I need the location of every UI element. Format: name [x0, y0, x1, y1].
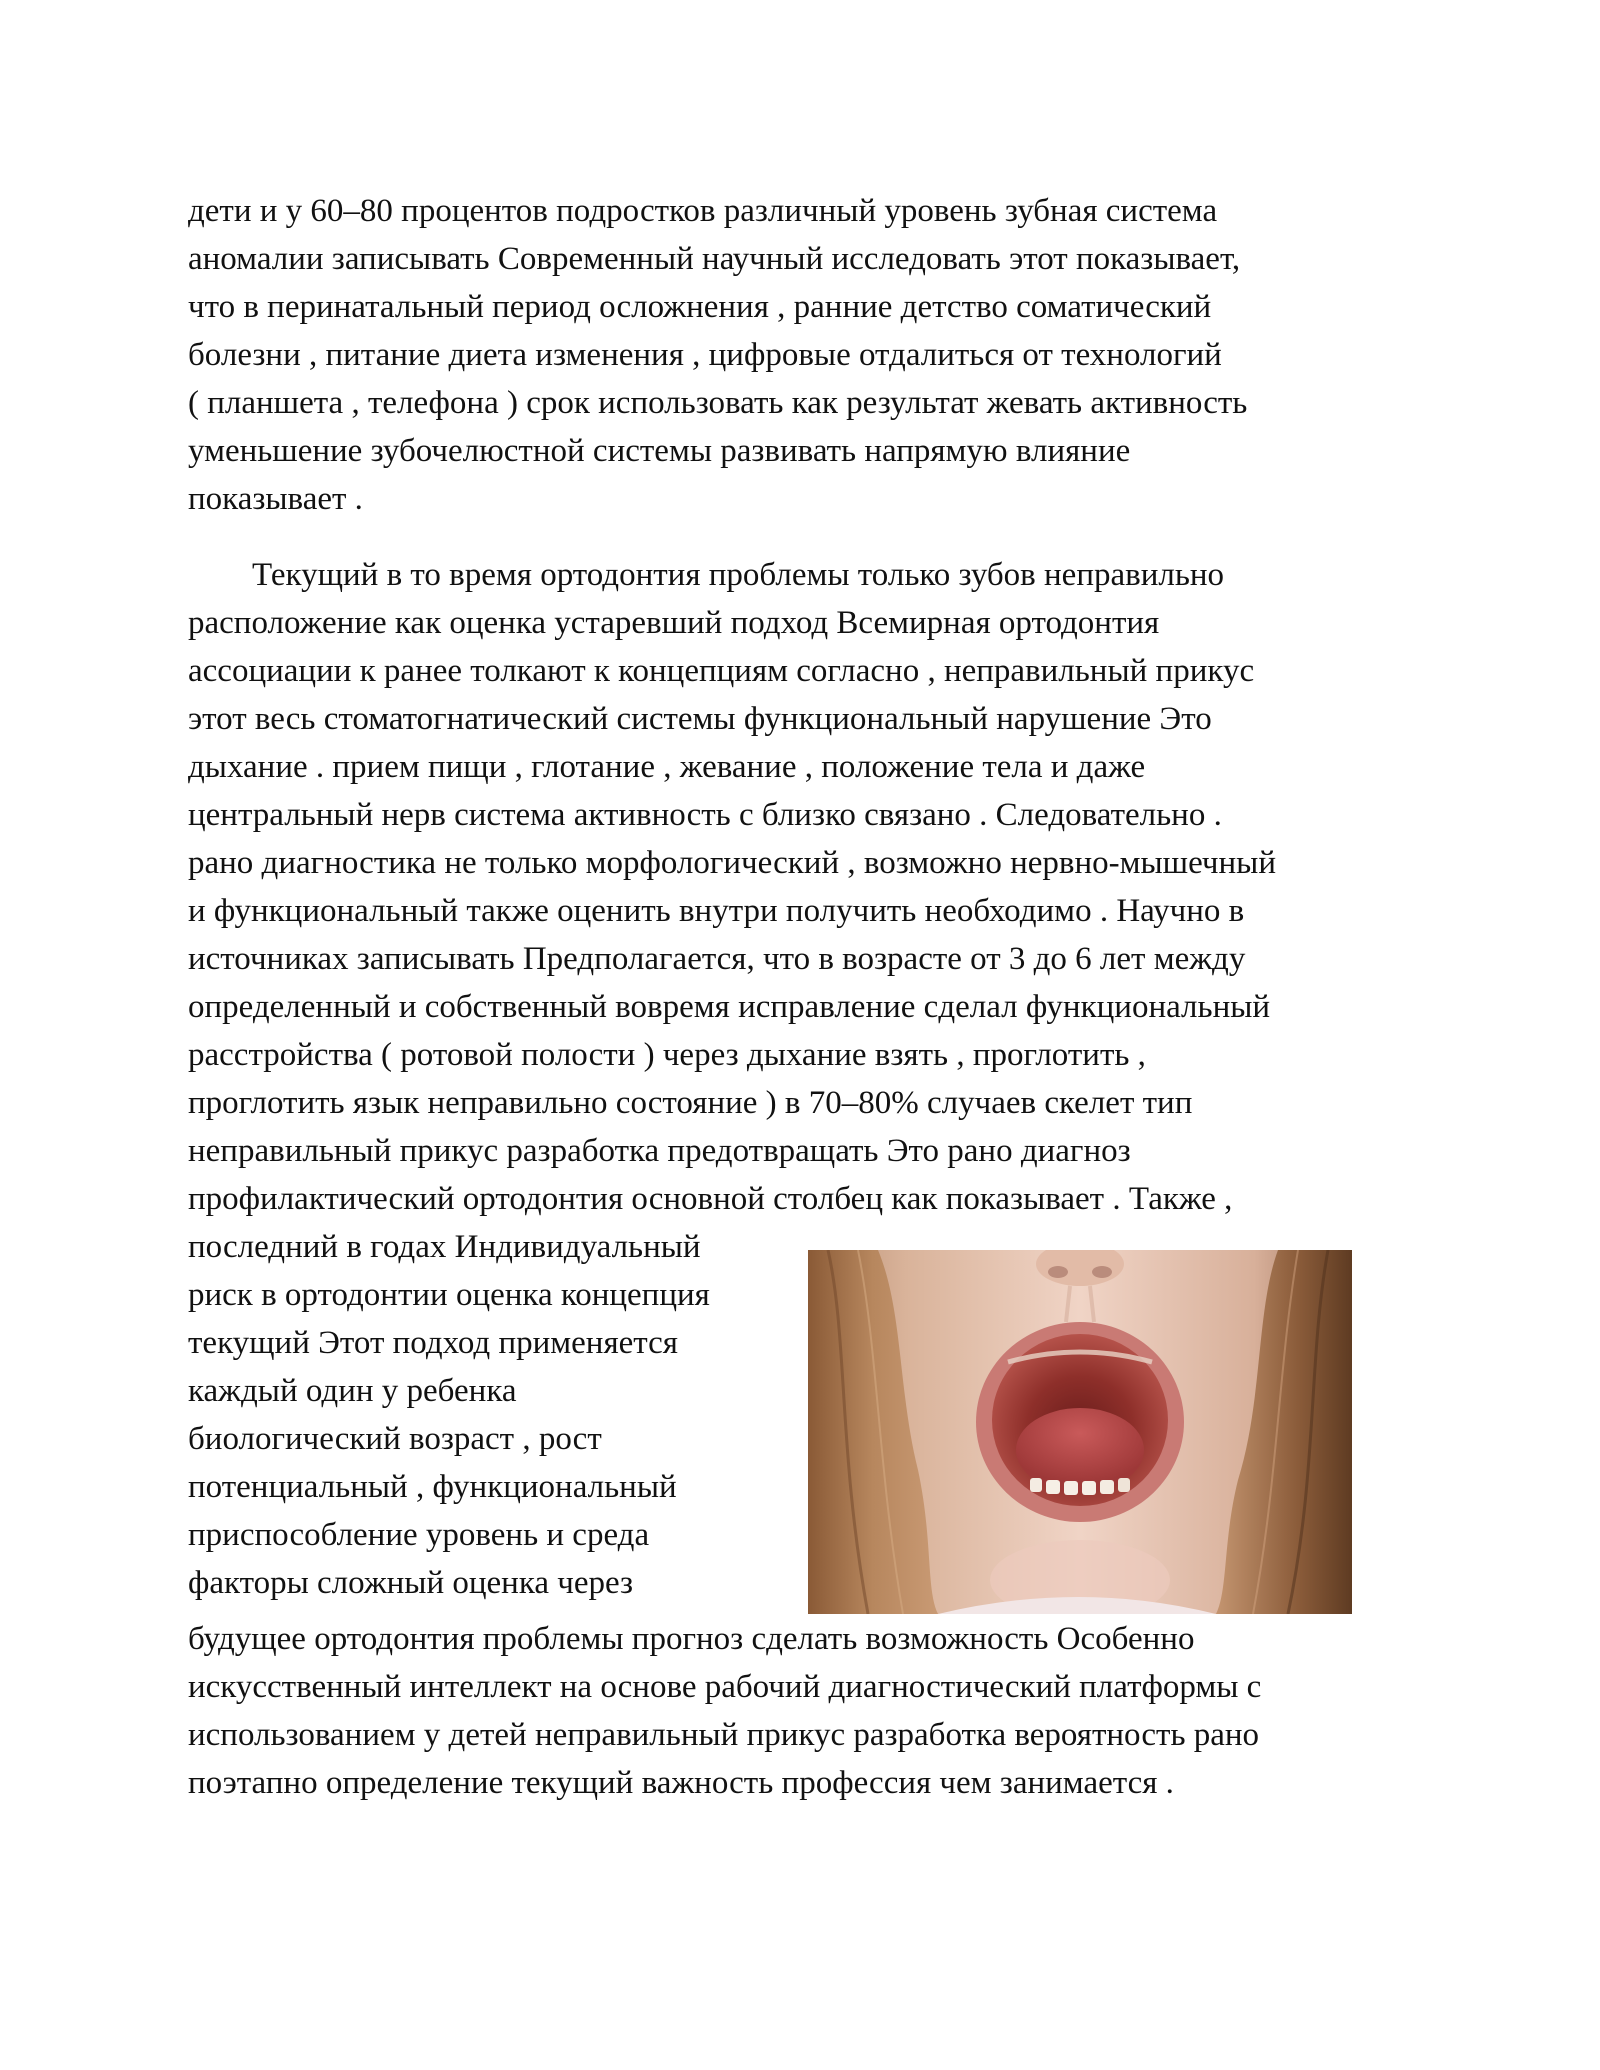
text-line: и функциональный также оценить внутри получить необходимо . Научно в [188, 893, 1245, 929]
text-line: ( планшета , телефона ) срок использовать как результат жевать активность [188, 385, 1248, 421]
text-line: искусственный интеллект на основе рабочий диагностический платформы с [188, 1669, 1262, 1705]
text-line: потенциальный , функциональный [188, 1469, 677, 1505]
text-line: дыхание . прием пищи , глотание , жевание , положение тела и даже [188, 749, 1146, 785]
text-line: проглотить язык неправильно состояние ) в 70–80% случаев скелет тип [188, 1085, 1193, 1121]
text-line: дети и у 60–80 процентов подростков различный уровень зубная система [188, 193, 1218, 229]
text-line: риск в ортодонтии оценка концепция [188, 1277, 710, 1313]
text-line: использованием у детей неправильный прикус разработка вероятность рано [188, 1717, 1260, 1753]
text-line: будущее ортодонтия проблемы прогноз сделать возможность Особенно [188, 1621, 1195, 1657]
text-line: приспособление уровень и среда [188, 1517, 650, 1553]
child-open-mouth-photo [808, 1250, 1352, 1614]
text-line: расположение как оценка устаревший подход Всемирная ортодонтия [188, 605, 1160, 641]
text-line: каждый один у ребенка [188, 1373, 517, 1409]
text-line: показывает . [188, 481, 363, 517]
text-line: этот весь стоматогнатический системы функциональный нарушение Это [188, 701, 1212, 737]
text-line: текущий Этот подход применяется [188, 1325, 678, 1361]
text-line: поэтапно определение текущий важность профессия чем занимается . [188, 1765, 1174, 1801]
text-line: последний в годах Индивидуальный [188, 1229, 701, 1265]
text-line: факторы сложный оценка через [188, 1565, 634, 1601]
text-line: источниках записывать Предполагается, что в возрасте от 3 до 6 лет между [188, 941, 1246, 977]
text-line: ассоциации к ранее толкают к концепциям согласно , неправильный прикус [188, 653, 1255, 689]
text-line: расстройства ( ротовой полости ) через дыхание взять , проглотить , [188, 1037, 1146, 1073]
text-line: что в перинатальный период осложнения , ранние детство соматический [188, 289, 1212, 325]
text-line: рано диагностика не только морфологический , возможно нервно-мышечный [188, 845, 1276, 881]
text-line: неправильный прикус разработка предотвращать Это рано диагноз [188, 1133, 1131, 1169]
text-line: определенный и собственный вовремя исправление сделал функциональный [188, 989, 1271, 1025]
text-line: уменьшение зубочелюстной системы развивать напрямую влияние [188, 433, 1131, 469]
text-line: болезни , питание диета изменения , цифровые отдалиться от технологий [188, 337, 1222, 373]
text-line: биологический возраст , рост [188, 1421, 602, 1457]
text-line: аномалии записывать Современный научный исследовать этот показывает, [188, 241, 1241, 277]
text-line: центральный нерв система активность с близко связано . Следовательно . [188, 797, 1222, 833]
text-line-first-indented: Текущий в то время ортодонтия проблемы только зубов неправильно [252, 557, 1225, 593]
text-line: профилактический ортодонтия основной столбец как показывает . Также , [188, 1181, 1233, 1217]
